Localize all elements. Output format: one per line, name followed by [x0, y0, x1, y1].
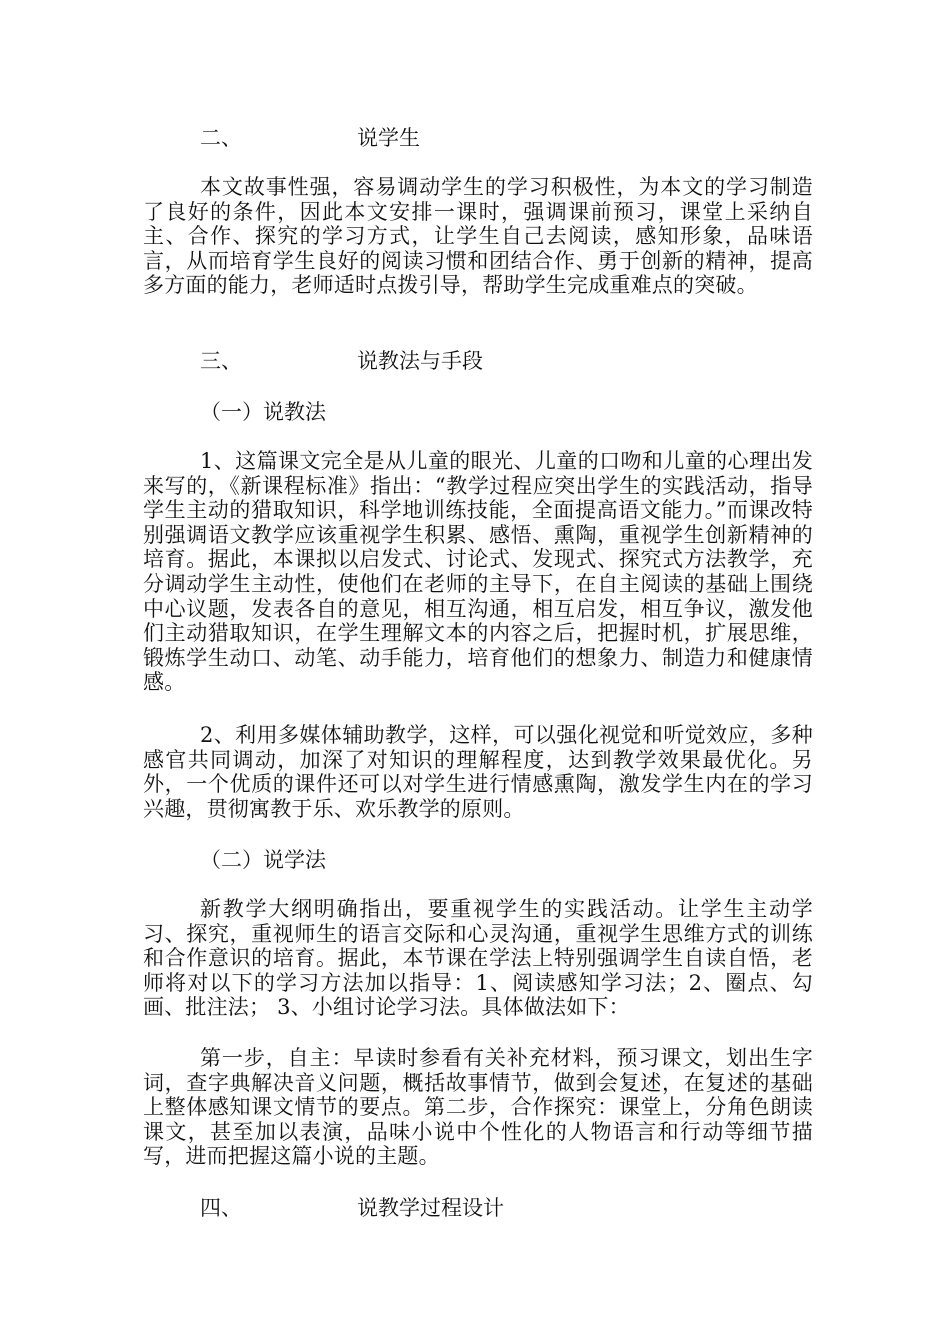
paragraph-teaching-method-2: 2、利用多媒体辅助教学，这样，可以强化视觉和听觉效应，多种感官共同调动，加深了对知识的理解程度，达到教学效果最优化。另外，一个优质的课件还可以对学生进行情感熏陶，激发学生内在的学习兴趣，贯彻寓教于乐、欢乐教学的原则。: [143, 723, 813, 821]
section-title: 说教法与手段: [357, 349, 483, 373]
paragraph-learning-steps: 第一步，自主：早读时参看有关补充材料，预习课文，划出生字词，查字典解决音义问题，概括故事情节，做到会复述，在复述的基础上整体感知课文情节的要点。第二步，合作探究：课堂上，分角色朗读课文，甚至加以表演，品味小说中个性化的人物语言和行动等细节描写，进而把握这篇小说的主题。: [143, 1046, 813, 1169]
subheading-learning-method: （二）说学法: [200, 848, 326, 872]
subheading-teaching-method: （一）说教法: [200, 400, 326, 424]
paragraph-learning-method: 新教学大纲明确指出，要重视学生的实践活动。让学生主动学习、探究，重视师生的语言交际和心灵沟通，重视学生思维方式的训练和合作意识的培育。据此，本节课在学法上特别强调学生自读自悟，老师将对以下的学习方法加以指导：1、阅读感知学习法；2、圈点、勾画、批注法； 3、小组讨论学习法。具体做法如下：: [143, 897, 813, 1020]
section-number: 三、: [200, 349, 242, 373]
section-title: 说学生: [357, 126, 420, 150]
section-heading-3: [200, 348, 483, 374]
paragraph-teaching-method-1: 1、这篇课文完全是从儿童的眼光、儿童的口吻和儿童的心理出发来写的，《新课程标准》指出：“教学过程应突出学生的实践活动，指导学生主动的猎取知识，科学地训练技能，全面提高语文能力。”而课改特别强调语文教学应该重视学生积累、感悟、熏陶，重视学生创新精神的培育。据此，本课拟以启发式、讨论式、发现式、探究式方法教学，充分调动学生主动性，使他们在老师的主导下，在自主阅读的基础上围绕中心议题，发表各自的意见，相互沟通，相互启发，相互争议，激发他们主动猎取知识，在学生理解文本的内容之后，把握时机，扩展思维，锻炼学生动口、动笔、动手能力，培育他们的想象力、制造力和健康情感。: [143, 449, 813, 695]
section-number: 四、: [200, 1196, 242, 1220]
section-heading-2: [200, 125, 420, 151]
section-heading-4: [200, 1195, 504, 1221]
section-number: 二、: [200, 126, 242, 150]
section-title: 说教学过程设计: [357, 1196, 504, 1220]
paragraph-students: 本文故事性强，容易调动学生的学习积极性，为本文的学习制造了良好的条件，因此本文安排一课时，强调课前预习，课堂上采纳自主、合作、探究的学习方式，让学生自己去阅读，感知形象，品味语言，从而培育学生良好的阅读习惯和团结合作、勇于创新的精神，提高多方面的能力，老师适时点拨引导，帮助学生完成重难点的突破。: [143, 175, 813, 298]
